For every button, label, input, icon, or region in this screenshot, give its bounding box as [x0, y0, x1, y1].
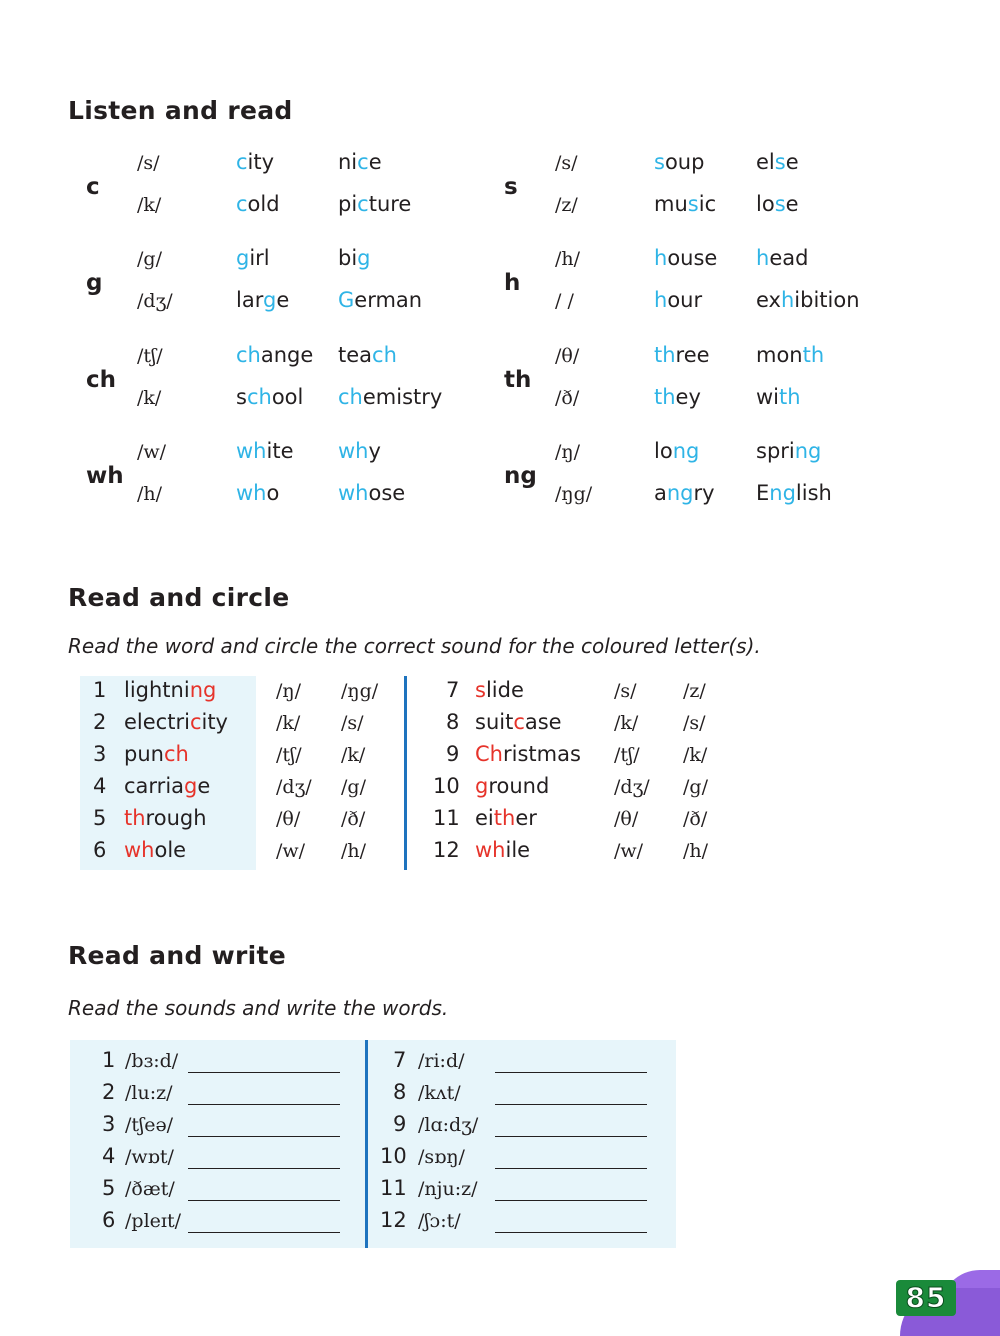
example-word: [338, 481, 405, 505]
word-part: suit: [475, 710, 514, 734]
ipa-symbol: /tʃ/: [137, 345, 163, 367]
option-b: /g/: [683, 776, 708, 798]
option-a: /s/: [614, 680, 637, 702]
word-part: ture: [368, 192, 412, 216]
highlighted-letters: c: [236, 192, 248, 216]
item-number: 3: [93, 742, 107, 766]
word-part: rough: [145, 806, 207, 830]
sound-transcription: /bɜ:d/: [125, 1050, 179, 1072]
word-part: ite: [266, 439, 294, 463]
sound-letter: h: [504, 270, 521, 296]
example-word: [236, 439, 294, 463]
example-word: [654, 288, 702, 312]
option-a: /ŋ/: [276, 680, 302, 702]
example-word: [756, 343, 824, 367]
option-b: /ð/: [341, 808, 366, 830]
item-number: 8: [393, 1080, 407, 1104]
example-word: [338, 439, 381, 463]
word-part: our: [667, 288, 703, 312]
example-word: [654, 192, 716, 216]
circle-word: [124, 806, 207, 830]
circle-word: [475, 806, 537, 830]
word-part: ree: [675, 343, 710, 367]
word-part: ole: [154, 838, 187, 862]
highlighted-letters: c: [236, 150, 248, 174]
item-number: 11: [380, 1176, 407, 1200]
word-part: y: [368, 439, 381, 463]
highlighted-letters: c: [357, 150, 369, 174]
option-a: /tʃ/: [614, 744, 640, 766]
highlighted-letters: wh: [338, 439, 369, 463]
highlighted-letters: th: [493, 806, 516, 830]
highlighted-letters: G: [338, 288, 355, 312]
word-part: lightni: [124, 678, 190, 702]
option-a: /k/: [276, 712, 301, 734]
ipa-symbol: /ð/: [555, 387, 580, 409]
highlighted-letters: s: [774, 192, 786, 216]
example-word: [236, 246, 270, 270]
word-part: ead: [769, 246, 809, 270]
item-number: 7: [393, 1048, 407, 1072]
highlighted-letters: g: [262, 288, 277, 312]
circle-word: [475, 742, 581, 766]
word-part: E: [756, 481, 770, 505]
word-part: ni: [338, 150, 358, 174]
highlighted-letters: th: [779, 385, 801, 409]
word-part: irl: [249, 246, 270, 270]
option-b: /h/: [683, 840, 709, 862]
item-number: 11: [433, 806, 460, 830]
ipa-symbol: /z/: [555, 194, 578, 216]
highlighted-letters: ng: [189, 678, 217, 702]
item-number: 3: [102, 1112, 116, 1136]
word-part: ool: [271, 385, 304, 409]
highlighted-letters: ch: [246, 385, 272, 409]
sound-letter: g: [86, 270, 103, 296]
sound-transcription: /kʌt/: [418, 1082, 461, 1104]
sound-letter: s: [504, 174, 518, 200]
word-part: lar: [236, 288, 263, 312]
answer-blank[interactable]: [188, 1232, 340, 1233]
item-number: 1: [102, 1048, 116, 1072]
highlighted-letters: ch: [163, 742, 189, 766]
word-part: mon: [756, 343, 803, 367]
word-part: ey: [675, 385, 701, 409]
word-part: erman: [354, 288, 423, 312]
sound-transcription: /lu:z/: [125, 1082, 173, 1104]
answer-blank[interactable]: [188, 1136, 340, 1137]
example-word: [338, 192, 411, 216]
example-word: [236, 343, 313, 367]
example-word: [338, 150, 382, 174]
example-word: [756, 288, 860, 312]
word-part: e: [368, 150, 382, 174]
read-circle-instruction: Read the word and circle the correct sound for the coloured letter(s).: [68, 634, 761, 658]
word-part: lish: [795, 481, 832, 505]
word-part: wi: [756, 385, 780, 409]
word-part: ile: [505, 838, 531, 862]
sound-transcription: /lɑ:dʒ/: [418, 1114, 479, 1136]
sound-letter: th: [504, 367, 532, 393]
example-word: [756, 481, 832, 505]
highlighted-letters: c: [513, 710, 525, 734]
example-word: [756, 439, 821, 463]
word-part: round: [488, 774, 550, 798]
highlighted-letters: s: [774, 150, 786, 174]
sound-letter: c: [86, 174, 100, 200]
circle-word: [475, 678, 524, 702]
item-number: 2: [102, 1080, 116, 1104]
item-number: 1: [93, 678, 107, 702]
answer-blank[interactable]: [495, 1104, 647, 1105]
word-part: el: [756, 150, 775, 174]
word-part: oup: [664, 150, 705, 174]
highlighted-letters: c: [357, 192, 369, 216]
word-part: ouse: [667, 246, 718, 270]
example-word: [654, 439, 699, 463]
option-a: /θ/: [276, 808, 301, 830]
word-part: ange: [260, 343, 314, 367]
item-number: 10: [433, 774, 460, 798]
highlighted-letters: ng: [794, 439, 822, 463]
highlighted-letters: wh: [124, 838, 155, 862]
item-number: 5: [102, 1176, 116, 1200]
ipa-symbol: /ŋg/: [555, 483, 593, 505]
sound-transcription: /ʃɔ:t/: [418, 1210, 461, 1232]
circle-word: [475, 710, 562, 734]
word-part: e: [197, 774, 211, 798]
highlighted-letters: s: [475, 678, 486, 702]
highlighted-letters: ch: [236, 343, 261, 367]
answer-blank[interactable]: [188, 1200, 340, 1201]
option-a: /dʒ/: [276, 776, 312, 798]
highlighted-letters: h: [654, 246, 668, 270]
circle-word: [475, 838, 530, 862]
item-number: 10: [380, 1144, 407, 1168]
item-number: 9: [446, 742, 460, 766]
ipa-symbol: /g/: [137, 248, 162, 270]
example-word: [338, 385, 442, 409]
highlighted-letters: wh: [236, 481, 267, 505]
circle-word: [124, 774, 210, 798]
page-number-badge: 85: [896, 1280, 956, 1316]
highlighted-letters: ch: [338, 385, 363, 409]
option-b: /s/: [341, 712, 364, 734]
example-word: [654, 343, 710, 367]
example-word: [338, 246, 371, 270]
example-word: [756, 150, 799, 174]
ipa-symbol: /s/: [555, 152, 578, 174]
sound-transcription: /sɒŋ/: [418, 1146, 465, 1168]
word-part: electri: [124, 710, 190, 734]
sound-transcription: /nju:z/: [418, 1178, 478, 1200]
sound-transcription: /tʃeə/: [125, 1114, 174, 1136]
option-a: /tʃ/: [276, 744, 302, 766]
word-part: e: [785, 192, 799, 216]
highlighted-letters: th: [802, 343, 825, 367]
item-number: 2: [93, 710, 107, 734]
option-b: /g/: [341, 776, 366, 798]
example-word: [338, 288, 422, 312]
word-part: ic: [698, 192, 717, 216]
highlighted-letters: ng: [666, 481, 694, 505]
word-part: ose: [368, 481, 406, 505]
read-write-heading: Read and write: [68, 941, 287, 970]
circle-divider: [404, 676, 407, 870]
option-b: /s/: [683, 712, 706, 734]
word-part: lo: [756, 192, 775, 216]
option-b: /ŋg/: [341, 680, 379, 702]
highlighted-letters: ng: [672, 439, 700, 463]
item-number: 8: [446, 710, 460, 734]
word-part: e: [276, 288, 290, 312]
ipa-symbol: / /: [555, 290, 574, 312]
word-part: e: [785, 150, 799, 174]
highlighted-letters: g: [357, 246, 371, 270]
example-word: [338, 343, 397, 367]
ipa-symbol: /s/: [137, 152, 160, 174]
highlighted-letters: ch: [372, 343, 397, 367]
write-divider: [365, 1040, 368, 1248]
item-number: 5: [93, 806, 107, 830]
example-word: [654, 481, 715, 505]
circle-word: [124, 742, 189, 766]
example-word: [236, 150, 274, 174]
example-word: [236, 481, 279, 505]
highlighted-letters: th: [124, 806, 146, 830]
item-number: 7: [446, 678, 460, 702]
option-a: /θ/: [614, 808, 639, 830]
word-part: old: [247, 192, 280, 216]
sound-letter: wh: [86, 463, 124, 489]
option-a: /dʒ/: [614, 776, 650, 798]
word-part: o: [266, 481, 280, 505]
example-word: [654, 385, 701, 409]
word-part: er: [515, 806, 537, 830]
example-word: [236, 192, 280, 216]
word-part: lo: [654, 439, 673, 463]
highlighted-letters: wh: [475, 838, 506, 862]
item-number: 9: [393, 1112, 407, 1136]
highlighted-letters: s: [687, 192, 699, 216]
word-part: mu: [654, 192, 688, 216]
answer-blank[interactable]: [495, 1168, 647, 1169]
highlighted-letters: th: [654, 385, 676, 409]
answer-blank[interactable]: [188, 1104, 340, 1105]
ipa-symbol: /ŋ/: [555, 441, 581, 463]
ipa-symbol: /θ/: [555, 345, 580, 367]
circle-word: [124, 710, 228, 734]
option-b: /k/: [683, 744, 708, 766]
highlighted-letters: Ch: [475, 742, 503, 766]
highlighted-letters: g: [236, 246, 250, 270]
ipa-symbol: /dʒ/: [137, 290, 173, 312]
word-part: ristmas: [502, 742, 581, 766]
ipa-symbol: /k/: [137, 194, 162, 216]
option-a: /w/: [614, 840, 644, 862]
answer-blank[interactable]: [188, 1072, 340, 1073]
sound-transcription: /pleɪt/: [125, 1210, 181, 1232]
example-word: [654, 150, 704, 174]
word-part: spri: [756, 439, 795, 463]
example-word: [654, 246, 717, 270]
highlighted-letters: g: [475, 774, 489, 798]
circle-word: [475, 774, 549, 798]
read-circle-heading: Read and circle: [68, 583, 290, 612]
ipa-symbol: /k/: [137, 387, 162, 409]
highlighted-letters: g: [184, 774, 198, 798]
sound-letter: ch: [86, 367, 117, 393]
word-part: pi: [338, 192, 358, 216]
sound-transcription: /ðæt/: [125, 1178, 175, 1200]
highlighted-letters: h: [654, 288, 668, 312]
highlighted-letters: c: [189, 710, 202, 734]
word-part: a: [654, 481, 667, 505]
answer-blank[interactable]: [188, 1168, 340, 1169]
word-part: ity: [201, 710, 228, 734]
listen-read-heading: Listen and read: [68, 96, 293, 125]
item-number: 4: [102, 1144, 116, 1168]
item-number: 6: [102, 1208, 116, 1232]
word-part: ei: [475, 806, 494, 830]
option-a: /k/: [614, 712, 639, 734]
item-number: 4: [93, 774, 107, 798]
option-a: /w/: [276, 840, 306, 862]
word-part: ex: [756, 288, 781, 312]
circle-word: [124, 838, 186, 862]
answer-blank[interactable]: [495, 1072, 647, 1073]
sound-transcription: /wɒt/: [125, 1146, 174, 1168]
read-write-instruction: Read the sounds and write the words.: [68, 996, 449, 1020]
highlighted-letters: wh: [338, 481, 369, 505]
answer-blank[interactable]: [495, 1232, 647, 1233]
sound-transcription: /ri:d/: [418, 1050, 465, 1072]
word-part: lide: [485, 678, 524, 702]
ipa-symbol: /w/: [137, 441, 167, 463]
highlighted-letters: wh: [236, 439, 267, 463]
option-b: /k/: [341, 744, 366, 766]
example-word: [236, 385, 303, 409]
ipa-symbol: /h/: [137, 483, 163, 505]
option-b: /h/: [341, 840, 367, 862]
item-number: 12: [433, 838, 460, 862]
answer-blank[interactable]: [495, 1136, 647, 1137]
word-part: emistry: [362, 385, 443, 409]
word-part: ase: [524, 710, 562, 734]
option-b: /z/: [683, 680, 706, 702]
circle-word: [124, 678, 216, 702]
word-part: pun: [124, 742, 164, 766]
word-part: s: [236, 385, 247, 409]
ipa-symbol: /h/: [555, 248, 581, 270]
word-part: tea: [338, 343, 373, 367]
item-number: 12: [380, 1208, 407, 1232]
highlighted-letters: ng: [769, 481, 796, 505]
highlighted-letters: h: [756, 246, 770, 270]
example-word: [236, 288, 289, 312]
highlighted-letters: th: [654, 343, 676, 367]
sound-letter: ng: [504, 463, 537, 489]
example-word: [756, 246, 808, 270]
word-part: carria: [124, 774, 185, 798]
word-part: ibition: [794, 288, 860, 312]
example-word: [756, 385, 801, 409]
item-number: 6: [93, 838, 107, 862]
word-part: ry: [693, 481, 715, 505]
word-part: bi: [338, 246, 358, 270]
example-word: [756, 192, 799, 216]
word-part: ity: [247, 150, 275, 174]
answer-blank[interactable]: [495, 1200, 647, 1201]
highlighted-letters: s: [654, 150, 665, 174]
highlighted-letters: h: [780, 288, 795, 312]
option-b: /ð/: [683, 808, 708, 830]
